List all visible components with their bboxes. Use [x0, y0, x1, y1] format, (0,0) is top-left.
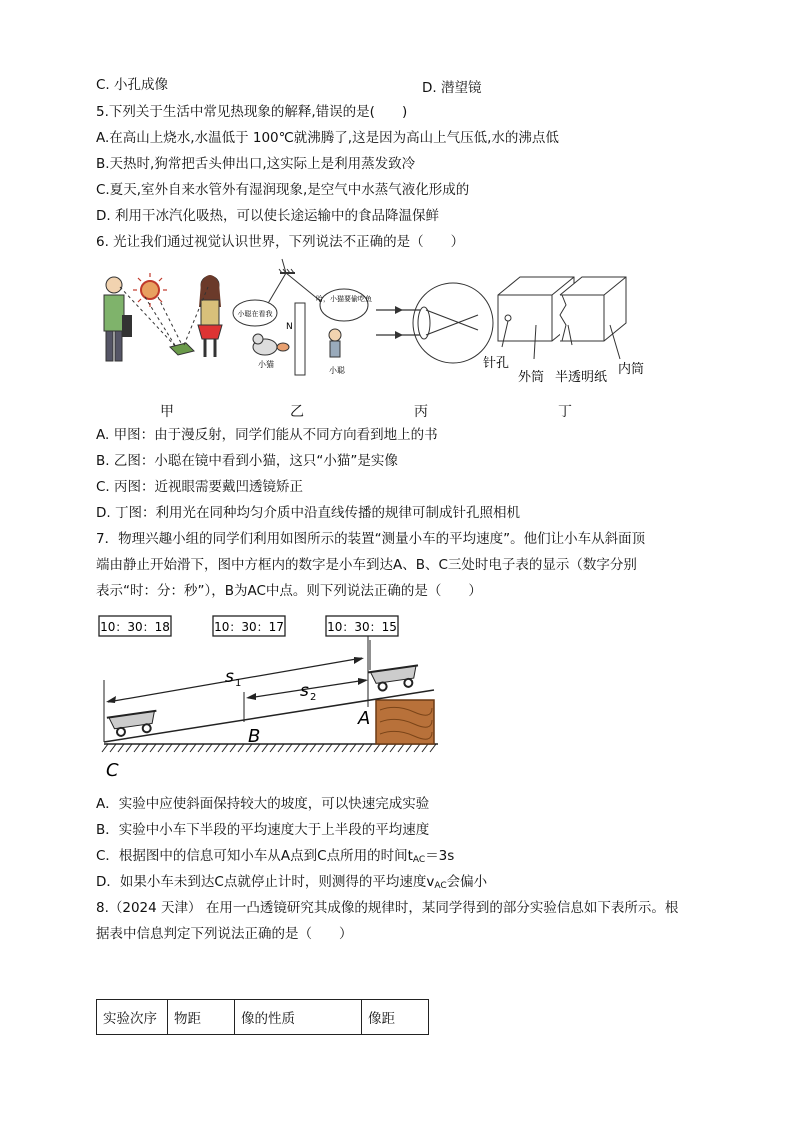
table-header-cell: 物距	[168, 1000, 235, 1035]
q5-option-c: C.夏天,室外自来水管外有湿润现象,是空气中水蒸气液化形成的	[96, 182, 470, 198]
label-s2: s	[300, 681, 309, 701]
bubble-boy	[320, 289, 368, 321]
q7-option-d-tail: 会偏小	[446, 874, 488, 890]
table-header-cell: 实验次序	[97, 1000, 168, 1035]
fish-icon	[277, 343, 289, 351]
figure-label-jia: 甲	[160, 404, 174, 420]
q7-option-d-symbol: v	[426, 874, 435, 890]
q5-option-a: A.在高山上烧水,水温低于 100℃就沸腾了,这是因为高山上气压低,水的沸点低	[96, 130, 559, 146]
q8-stem-line-1: 8.（2024 天津） 在用一凸透镜研究其成像的规律时，某同学得到的部分实验信息如下表所示。根	[96, 900, 679, 916]
label-pinhole: 针孔	[483, 356, 510, 371]
q7-option-c-value: ＝3s	[425, 848, 455, 864]
label-boy: 小聪	[329, 366, 345, 375]
q7-stem-line-2: 端由静止开始滑下，图中方框内的数字是小车到达A、B、C三处时电子表的显示（数字分别	[96, 557, 637, 573]
q7-option-b: B．实验中小车下半段的平均速度大于上半段的平均速度	[96, 822, 430, 838]
q8-table	[96, 999, 429, 1035]
table-header-cell: 像距	[362, 1000, 429, 1035]
q7-stem-line-1: 7．物理兴趣小组的同学们利用如图所示的装置“测量小车的平均速度”。他们让小车从斜面顶	[96, 531, 646, 547]
q8-stem-line-2: 据表中信息判定下列说法正确的是（ ）	[96, 926, 353, 942]
q7-figure	[96, 610, 446, 782]
table-header-row	[97, 1000, 429, 1035]
q5-stem: 5.下列关于生活中常见热现象的解释,错误的是( )	[96, 104, 408, 120]
q6-option-a: A. 甲图：由于漫反射，同学们能从不同方向看到地上的书	[96, 427, 438, 443]
q7-option-d	[96, 873, 487, 895]
boy-head	[106, 277, 122, 293]
wood-block	[376, 700, 434, 744]
label-inner: 内筒	[618, 362, 645, 377]
label-s1: s	[225, 667, 234, 687]
boy-small	[329, 329, 341, 341]
bubble-boy-text: 哈，小猫要偷吃鱼	[316, 295, 372, 303]
sun-icon	[141, 281, 159, 299]
figure-jia	[104, 273, 222, 361]
clock-b-text: 10：30：17	[214, 620, 284, 634]
label-s2-sub: 2	[310, 692, 317, 703]
q7-option-c-symbol: t	[407, 848, 413, 864]
label-b: B	[248, 726, 261, 747]
label-cat: 小猫	[258, 360, 274, 369]
q7-option-c	[96, 847, 454, 869]
figure-label-ding: 丁	[558, 404, 572, 420]
q6-stem: 6. 光让我们通过视觉认识世界，下列说法不正确的是（ ）	[96, 234, 465, 250]
label-outer: 外筒	[518, 370, 545, 385]
q7-stem-line-3: 表示“时：分：秒”），B为AC中点。则下列说法正确的是（ ）	[96, 583, 482, 599]
cart-bottom-icon	[107, 711, 159, 738]
cart-top-icon	[368, 665, 420, 692]
q5-option-b: B.天热时,狗常把舌头伸出口,这实际上是利用蒸发致冷	[96, 156, 416, 172]
figure-bing	[376, 283, 493, 363]
table-header-cell: 像的性质	[235, 1000, 362, 1035]
q6-option-c: C. 丙图：近视眼需要戴凹透镜矫正	[96, 479, 304, 495]
q5-option-d: D. 利用干冰汽化吸热，可以使长途运输中的食品降温保鲜	[96, 208, 439, 224]
q4-option-c: C. 小孔成像	[96, 77, 169, 93]
q7-option-c-text: C．根据图中的信息可知小车从A点到C点所用的时间	[96, 848, 408, 864]
clock-c-text: 10：30：18	[100, 620, 170, 634]
label-paper: 半透明纸	[555, 370, 608, 385]
q4-option-d: D. 潜望镜	[422, 80, 482, 96]
q7-option-d-text: D．如果小车未到达C点就停止计时，则测得的平均速度	[96, 874, 427, 890]
bubble-cat-text: 小聪在看我	[237, 310, 273, 318]
q7-option-c-subscript: AC	[412, 855, 426, 865]
label-a: A	[358, 708, 371, 729]
boy-body	[104, 295, 124, 331]
q7-option-d-subscript: AC	[434, 881, 447, 891]
q6-option-b: B. 乙图：小聪在镜中看到小猫，这只“小猫”是实像	[96, 453, 398, 469]
q6-option-d: D. 丁图：利用光在同种均匀介质中沿直线传播的规律可制成针孔照相机	[96, 505, 520, 521]
mirror	[295, 303, 305, 375]
inner-tube	[560, 277, 626, 341]
label-n: N	[286, 322, 293, 332]
figure-label-yi: 乙	[290, 404, 304, 420]
figure-yi	[233, 259, 372, 375]
q7-option-a: A．实验中应使斜面保持较大的坡度，可以快速完成实验	[96, 796, 430, 812]
q6-figures	[90, 255, 670, 405]
clock-a-text: 10：30：15	[327, 620, 397, 634]
label-s1-sub: 1	[235, 678, 242, 689]
label-c: C	[106, 760, 119, 781]
figure-label-bing: 丙	[414, 404, 428, 420]
figure-ding	[483, 277, 644, 385]
pinhole	[505, 315, 511, 321]
